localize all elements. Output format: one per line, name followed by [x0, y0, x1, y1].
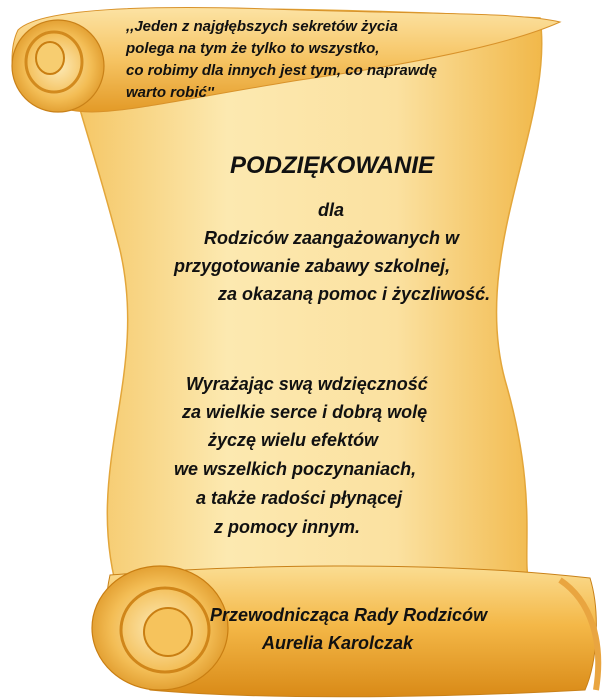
dedication-line-3: przygotowanie zabawy szkolnej, [174, 256, 451, 276]
signature-name: Aurelia Karolczak [262, 633, 414, 653]
quote-line-1: ,,Jeden z najgłębszych sekretów życia [126, 18, 398, 35]
dedication-line-4: za okazaną pomoc i życzliwość. [218, 284, 491, 304]
signature-role: Przewodnicząca Rady Rodziców [210, 605, 488, 625]
quote-line-3: co robimy dla innych jest tym, co naprawdę [126, 62, 437, 79]
page-title: PODZIĘKOWANIE [230, 152, 435, 179]
wishes-line-6: z pomocy innym. [214, 517, 361, 537]
dedication-line-2: Rodziców zaangażowanych w [204, 228, 460, 248]
wishes-line-5: a także radości płynącej [196, 488, 403, 508]
wishes-line-3: życzę wielu efektów [208, 430, 379, 450]
quote-line-2: polega na tym że tylko to wszystko, [126, 40, 380, 57]
dedication-line-1: dla [318, 200, 345, 220]
wishes-line-1: Wyrażając swą wdzięczność [186, 374, 428, 394]
quote-line-4: warto robić'' [126, 84, 214, 101]
wishes-line-4: we wszelkich poczynaniach, [174, 459, 417, 479]
wishes-line-2: za wielkie serce i dobrą wolę [182, 402, 428, 422]
